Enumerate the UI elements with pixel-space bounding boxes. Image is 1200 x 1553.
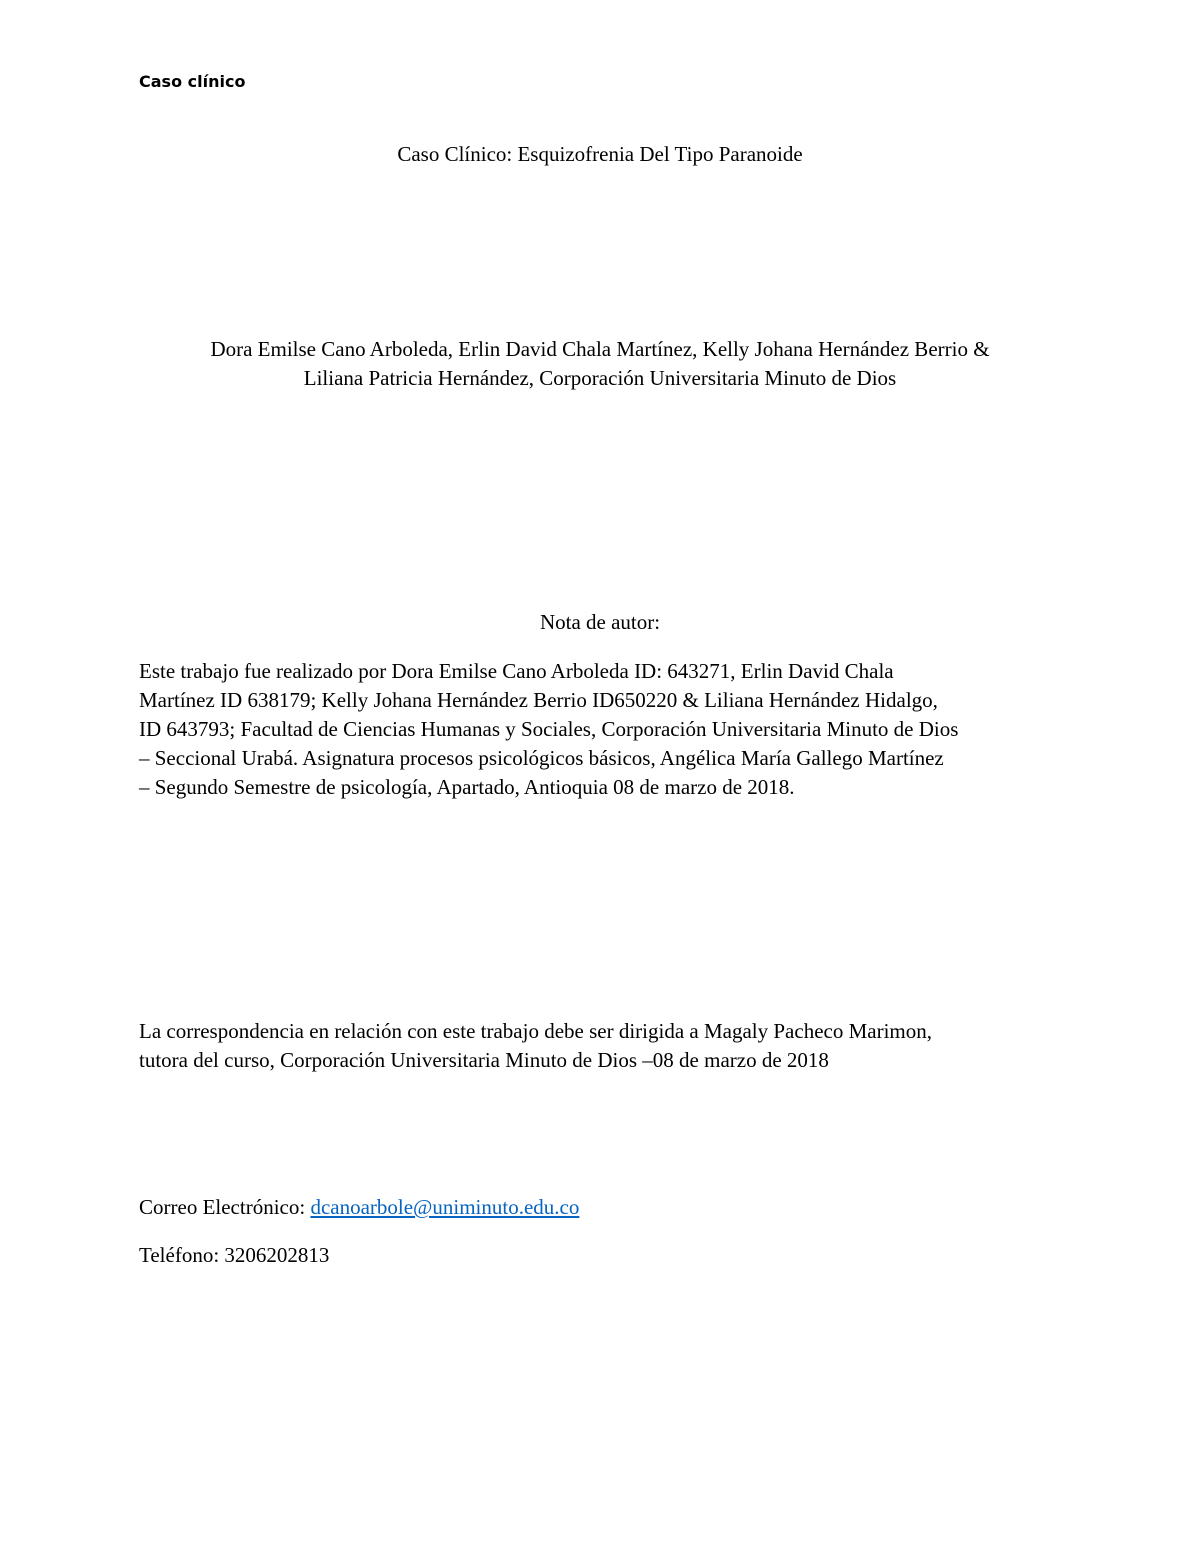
email-label: Correo Electrónico: [139,1195,311,1219]
author-line: Liliana Patricia Hernández, Corporación Universitaria Minuto de Dios [303,366,897,390]
author-note-line: – Seccional Urabá. Asignatura procesos psicológicos básicos, Angélica María Gallego Martínez [139,746,944,770]
running-head: Caso clínico [139,72,246,91]
phone-number: 3206202813 [224,1243,330,1267]
phone-line [139,1241,329,1270]
author-note-line: – Segundo Semestre de psicología, Apartado, Antioquia 08 de marzo de 2018. [139,775,795,799]
author-line: Dora Emilse Cano Arboleda, Erlin David Chala Martínez, Kelly Johana Hernández Berrio & [210,337,990,361]
author-note-line: Martínez ID 638179; Kelly Johana Hernández Berrio ID650220 & Liliana Hernández Hidalgo, [139,688,938,712]
correspondence-paragraph [139,1017,1069,1075]
email-link[interactable]: dcanoarbole@uniminuto.edu.co [310,1195,580,1219]
author-note-line: Este trabajo fue realizado por Dora Emilse Cano Arboleda ID: 643271, Erlin David Chala [139,659,894,683]
author-note-paragraph [139,657,1069,802]
email-line [139,1193,579,1222]
document-title: Caso Clínico: Esquizofrenia Del Tipo Paranoide [397,142,803,166]
author-note-line: ID 643793; Facultad de Ciencias Humanas y Sociales, Corporación Universitaria Minuto de Dios [139,717,959,741]
author-note-heading: Nota de autor: [539,610,661,634]
author-byline [139,335,1061,393]
phone-label: Teléfono: [139,1243,225,1267]
correspondence-line: tutora del curso, Corporación Universitaria Minuto de Dios –08 de marzo de 2018 [139,1048,829,1072]
correspondence-line: La correspondencia en relación con este trabajo debe ser dirigida a Magaly Pacheco Marimon, [139,1019,932,1043]
